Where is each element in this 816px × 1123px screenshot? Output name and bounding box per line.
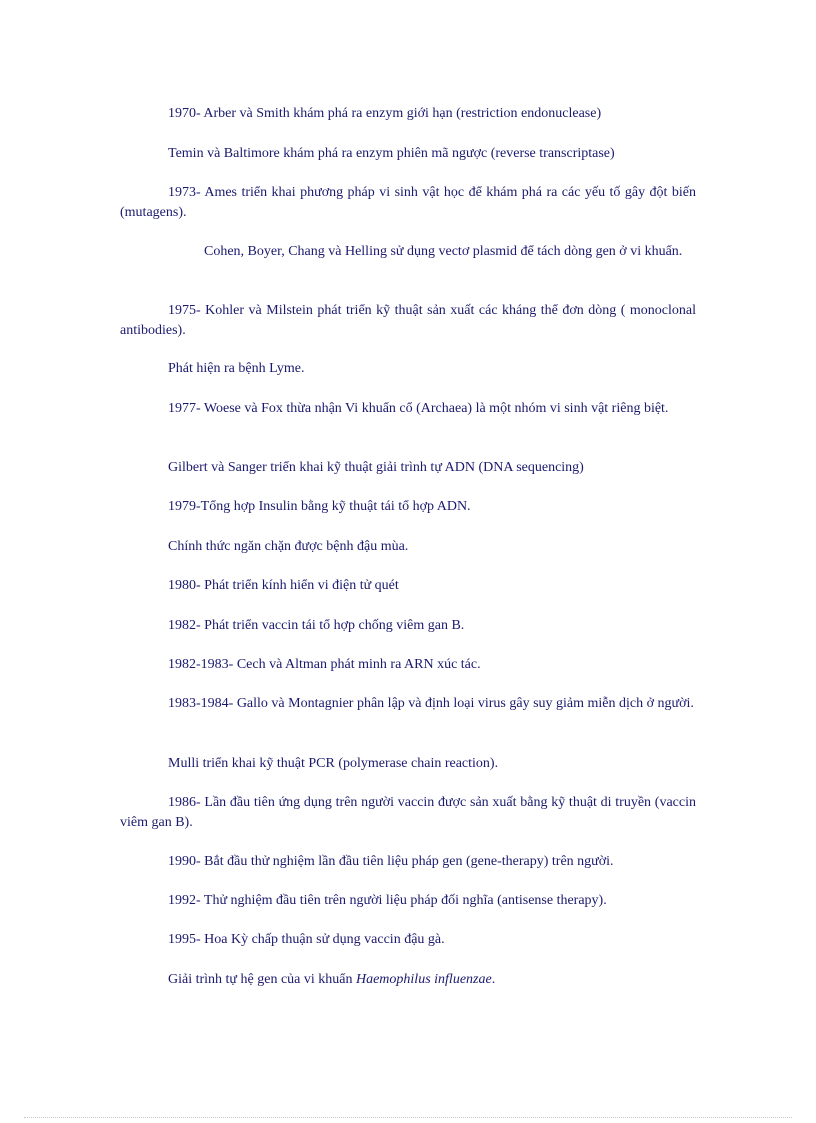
- timeline-entry-1983-1984b: Mulli triển khai kỹ thuật PCR (polymerase chain reaction).: [168, 756, 499, 771]
- timeline-entry-1973b: Cohen, Boyer, Chang và Helling sử dụng vectơ plasmid để tách dòng gen ở vi khuẩn.: [204, 244, 683, 259]
- timeline-entry-1970b: Temin và Baltimore khám phá ra enzym phiên mã ngược (reverse transcriptase): [168, 146, 615, 161]
- timeline-entry-1980: 1980- Phát triển kính hiển vi điện tử quét: [168, 578, 399, 593]
- page-bottom-divider: [24, 1117, 792, 1118]
- timeline-entry-1982: 1982- Phát triển vaccin tái tổ hợp chống viêm gan B.: [168, 618, 465, 633]
- timeline-entry-1983-1984: 1983-1984- Gallo và Montagnier phân lập và định loại virus gây suy giảm miễn dịch ở người.: [168, 696, 694, 711]
- timeline-entry-1977b: Gilbert và Sanger triển khai kỹ thuật giải trình tự ADN (DNA sequencing): [168, 460, 584, 475]
- timeline-entry-1973: 1973- Ames triển khai phương pháp vi sinh vật học để khám phá ra các yếu tố gây đột biến (mutagens).: [120, 185, 696, 220]
- timeline-entry-1995: 1995- Hoa Kỳ chấp thuận sử dụng vaccin đậu gà.: [168, 932, 445, 947]
- species-name: Haemophilus influenzae: [355, 972, 492, 987]
- timeline-entry-1975b: Phát hiện ra bệnh Lyme.: [168, 361, 305, 376]
- entry-text-suffix: .: [491, 972, 496, 987]
- timeline-entry-1990: 1990- Bắt đầu thử nghiệm lần đầu tiên liệu pháp gen (gene-therapy) trên người.: [168, 854, 614, 869]
- timeline-entry-1986: 1986- Lần đầu tiên ứng dụng trên người vaccin được sản xuất bằng kỹ thuật di truyền (vaccin viêm gan B).: [120, 795, 696, 830]
- timeline-entry-1982-1983: 1982-1983- Cech và Altman phát minh ra ARN xúc tác.: [168, 657, 481, 672]
- timeline-entry-1995b: [120, 970, 696, 990]
- timeline-entry-1979: 1979-Tổng hợp Insulin bằng kỹ thuật tái tổ hợp ADN.: [168, 499, 471, 514]
- entry-text-prefix: Giải trình tự hệ gen của vi khuẩn: [168, 972, 356, 987]
- timeline-entry-1977: 1977- Woese và Fox thừa nhận Vi khuẩn cổ (Archaea) là một nhóm vi sinh vật riêng biệt.: [168, 401, 669, 416]
- timeline-entry-1975: 1975- Kohler và Milstein phát triển kỹ thuật sản xuất các kháng thể đơn dòng ( monoclonal antibodies).: [120, 303, 696, 338]
- timeline-entry-1970: 1970- Arber và Smith khám phá ra enzym giới hạn (restriction endonuclease): [168, 106, 602, 121]
- timeline-entry-1992: 1992- Thử nghiệm đầu tiên trên người liệu pháp đối nghĩa (antisense therapy).: [168, 893, 607, 908]
- timeline-entry-1979b: Chính thức ngăn chặn được bệnh đậu mùa.: [168, 539, 409, 554]
